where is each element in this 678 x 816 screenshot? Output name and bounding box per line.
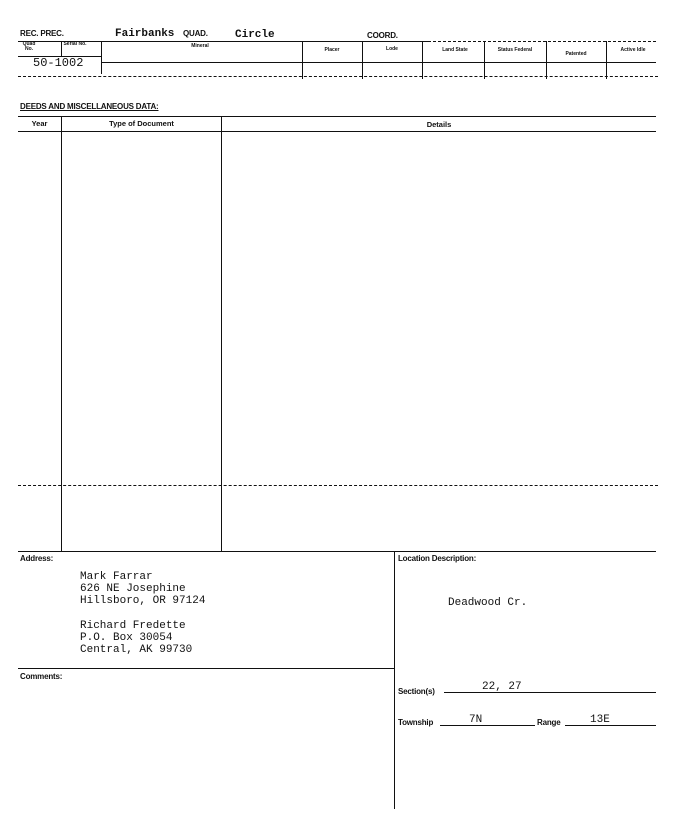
location-description-value: Deadwood Cr. (448, 597, 528, 609)
col-divider (422, 41, 423, 79)
col-land-state: Land State (442, 47, 468, 53)
owner-2-name: Richard Fredette (80, 620, 186, 632)
quad-label: QUAD. (183, 29, 208, 38)
deeds-fold-dashed (18, 485, 658, 486)
owner-1-line1: 626 NE Josephine (80, 583, 186, 595)
township-label: Township (398, 718, 434, 727)
sections-underline (444, 692, 656, 693)
col-divider (484, 41, 485, 79)
deeds-bottom-rule (18, 551, 656, 552)
township-value: 7N (469, 714, 483, 726)
range-label: Range (537, 718, 561, 727)
col-type-of-document: Type of Document (109, 119, 174, 128)
owner-2-block (80, 620, 192, 656)
sections-value: 22, 27 (482, 681, 522, 693)
col-mineral: Mineral (191, 43, 209, 49)
owner-2-line1: P.O. Box 30054 (80, 632, 173, 644)
header-rule-dashed (428, 41, 656, 42)
address-label: Address: (20, 554, 54, 563)
col-divider (606, 41, 607, 79)
deeds-header-rule (18, 131, 656, 132)
address-bottom-rule (18, 668, 394, 669)
col-year: Year (31, 119, 48, 128)
col-patented: Patented (565, 51, 587, 57)
col-divider (302, 41, 303, 79)
comments-label: Comments: (20, 672, 63, 681)
township-underline (440, 725, 535, 726)
header-bottom-dashed (18, 76, 658, 77)
col-status-federal: Status Federal (497, 47, 533, 53)
col-placer: Placer (324, 47, 340, 53)
range-underline (565, 725, 656, 726)
deeds-section-title: DEEDS AND MISCELLANEOUS DATA: (20, 102, 159, 111)
col-lode: Lode (386, 46, 398, 52)
col-details: Details (426, 120, 452, 129)
district-name: Circle (235, 29, 275, 41)
range-value: 13E (590, 714, 610, 726)
col-quad-no: Quad No. (22, 41, 36, 52)
col-divider (546, 41, 547, 79)
address-location-divider (394, 551, 395, 809)
location-description-label: Location Description: (398, 554, 477, 563)
deeds-top-rule (18, 116, 656, 117)
owner-2-line2: Central, AK 99730 (80, 644, 193, 656)
col-active-idle: Active Idle (620, 47, 646, 53)
coord-label: COORD. (367, 31, 398, 40)
owner-1-line2: Hillsboro, OR 97124 (80, 595, 206, 607)
owner-1-name: Mark Farrar (80, 571, 153, 583)
sections-label: Section(s) (398, 687, 435, 696)
col-divider (362, 41, 363, 79)
col-divider (101, 42, 102, 74)
quad-name: Fairbanks (115, 28, 175, 40)
quad-serial-value: 50-1002 (33, 56, 84, 70)
header-row-rule (102, 62, 656, 63)
rec-prec-label: REC. PREC. (20, 29, 64, 38)
col-serial-no: Serial No. (63, 41, 87, 47)
owner-1-block (80, 571, 205, 607)
col-divider (61, 42, 62, 56)
